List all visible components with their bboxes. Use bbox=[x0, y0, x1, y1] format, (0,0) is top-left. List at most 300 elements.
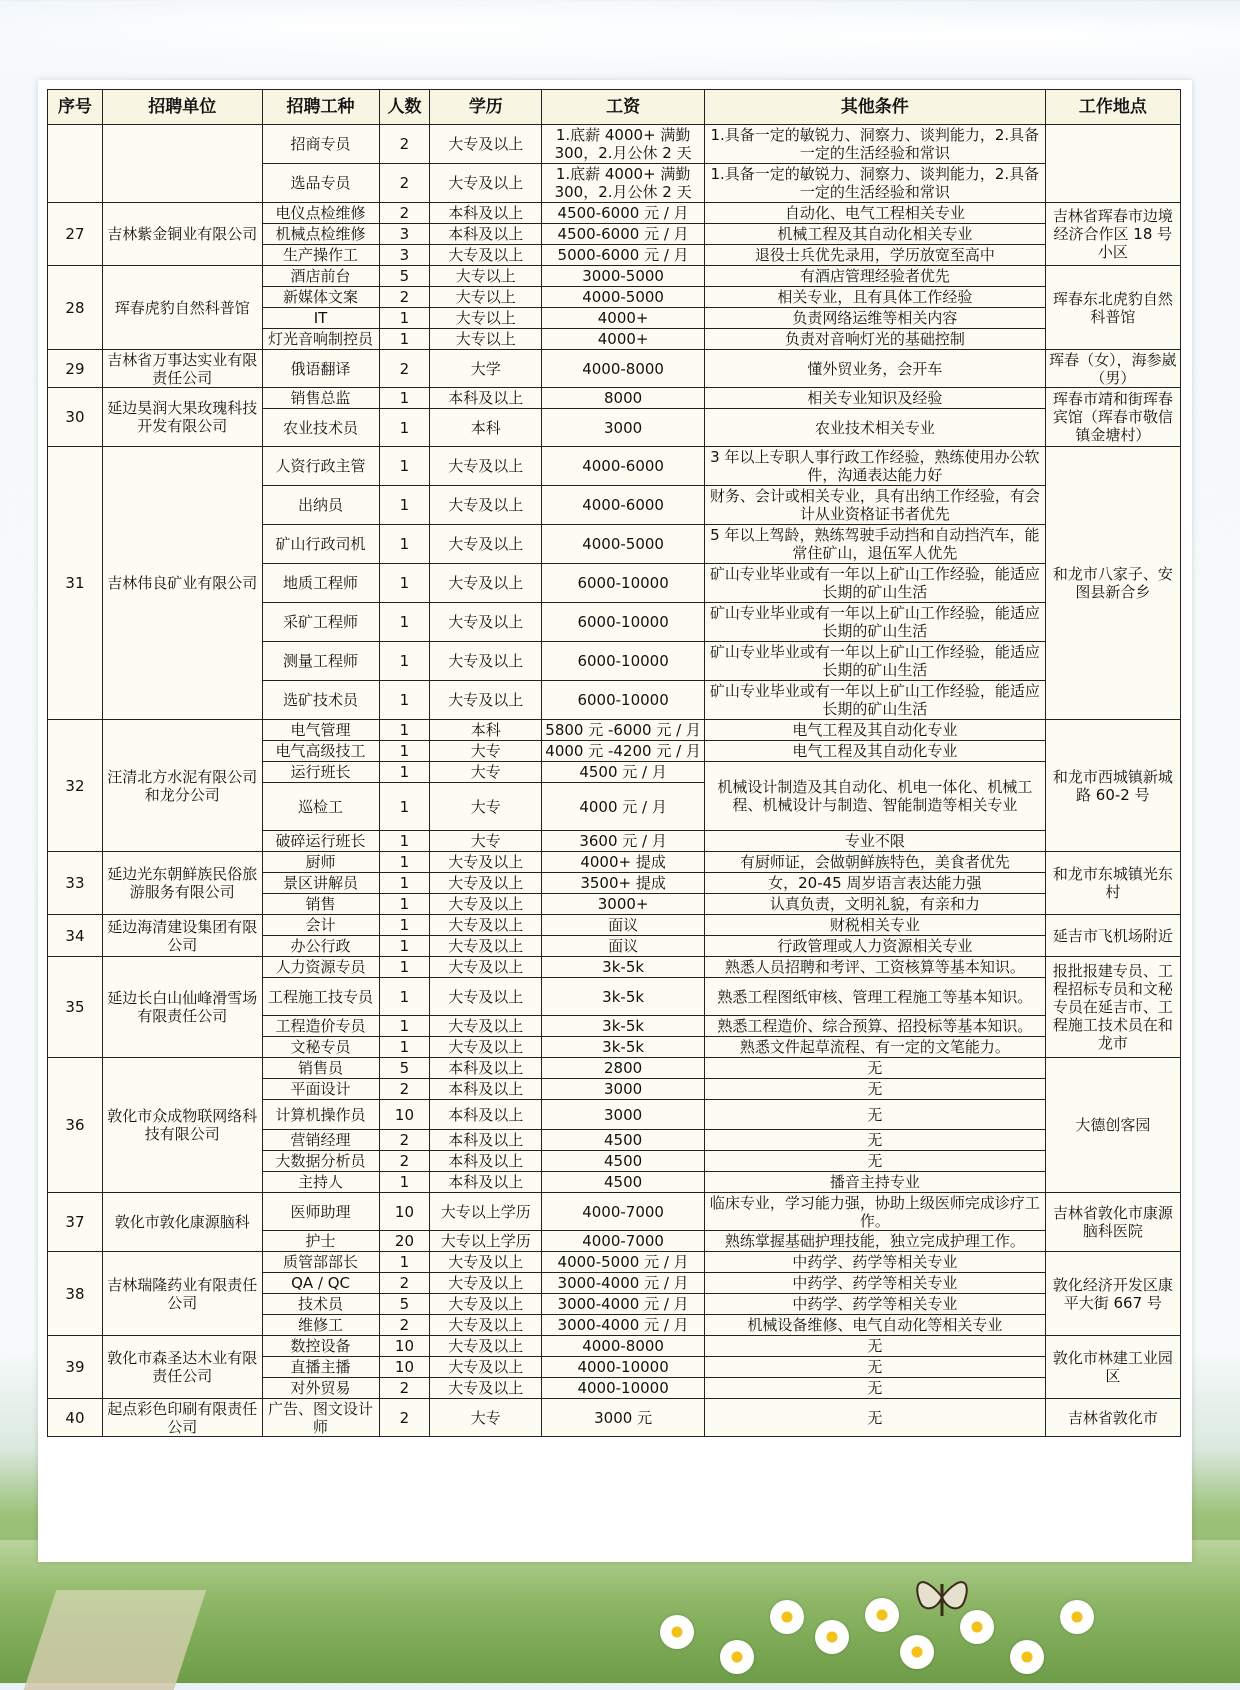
cell-unit: 吉林伟良矿业有限公司 bbox=[102, 447, 262, 720]
cell-salary: 3000 bbox=[542, 1100, 705, 1130]
cell-count: 1 bbox=[379, 831, 430, 852]
cell-salary: 4000-6000 bbox=[542, 447, 705, 486]
cell-education: 大专及以上 bbox=[430, 915, 542, 936]
cell-salary: 3000-4000 元 / 月 bbox=[542, 1273, 705, 1294]
cell-education: 大专及以上 bbox=[430, 642, 542, 681]
cell-position: 技术员 bbox=[262, 1294, 379, 1315]
cell-position: 测量工程师 bbox=[262, 642, 379, 681]
cell-conditions: 无 bbox=[704, 1378, 1045, 1399]
cell-count: 1 bbox=[379, 525, 430, 564]
cell-location: 吉林省珲春市边境经济合作区 18 号小区 bbox=[1045, 203, 1180, 266]
cell-position: 灯光音响制控员 bbox=[262, 329, 379, 350]
daisy-flower-icon bbox=[720, 1640, 754, 1674]
cell-location: 珲春东北虎豹自然科普馆 bbox=[1045, 266, 1180, 350]
cell-salary: 4000 元 / 月 bbox=[542, 783, 705, 831]
cell-education: 本科及以上 bbox=[430, 224, 542, 245]
cell-education: 大专 bbox=[430, 762, 542, 783]
cell-no: 35 bbox=[48, 957, 103, 1058]
cell-education: 大专及以上 bbox=[430, 1315, 542, 1336]
cell-position: 人力资源专员 bbox=[262, 957, 379, 978]
cell-location: 和龙市东城镇光东村 bbox=[1045, 852, 1180, 915]
cell-conditions: 3 年以上专职人事行政工作经验，熟练使用办公软件，沟通表达能力好 bbox=[704, 447, 1045, 486]
cell-salary: 4000+ 提成 bbox=[542, 852, 705, 873]
cell-education: 大专及以上 bbox=[430, 603, 542, 642]
cell-position: 销售总监 bbox=[262, 388, 379, 409]
cell-unit bbox=[102, 125, 262, 203]
cell-conditions: 有厨师证，会做朝鲜族特色，美食者优先 bbox=[704, 852, 1045, 873]
cell-salary: 4500-6000 元 / 月 bbox=[542, 224, 705, 245]
cell-salary: 6000-10000 bbox=[542, 681, 705, 720]
cell-position: 数控设备 bbox=[262, 1336, 379, 1357]
cell-conditions: 矿山专业毕业或有一年以上矿山工作经验，能适应长期的矿山生活 bbox=[704, 564, 1045, 603]
cell-salary: 3600 元 / 月 bbox=[542, 831, 705, 852]
cell-conditions: 熟练掌握基础护理技能，独立完成护理工作。 bbox=[704, 1231, 1045, 1252]
cell-count: 1 bbox=[379, 447, 430, 486]
cell-salary: 3k-5k bbox=[542, 957, 705, 978]
cell-conditions: 电气工程及其自动化专业 bbox=[704, 720, 1045, 741]
cell-salary: 4000+ bbox=[542, 329, 705, 350]
cell-position: 破碎运行班长 bbox=[262, 831, 379, 852]
cell-position: QA / QC bbox=[262, 1273, 379, 1294]
cell-education: 大专及以上 bbox=[430, 1016, 542, 1037]
cell-education: 大专及以上 bbox=[430, 1037, 542, 1058]
cell-conditions: 无 bbox=[704, 1100, 1045, 1130]
table-row bbox=[48, 266, 1181, 287]
cell-education: 大专及以上 bbox=[430, 957, 542, 978]
cell-unit: 珲春虎豹自然科普馆 bbox=[102, 266, 262, 350]
daisy-flower-icon bbox=[900, 1635, 934, 1669]
cell-position: 招商专员 bbox=[262, 125, 379, 164]
daisy-flower-icon bbox=[660, 1615, 694, 1649]
cell-education: 本科 bbox=[430, 409, 542, 447]
header-count: 人数 bbox=[379, 90, 430, 125]
cell-salary: 3000-4000 元 / 月 bbox=[542, 1294, 705, 1315]
header-location: 工作地点 bbox=[1045, 90, 1180, 125]
cell-conditions: 中药学、药学等相关专业 bbox=[704, 1252, 1045, 1273]
cell-conditions: 负责对音响灯光的基础控制 bbox=[704, 329, 1045, 350]
header-salary: 工资 bbox=[542, 90, 705, 125]
cell-no: 39 bbox=[48, 1336, 103, 1399]
cell-count: 1 bbox=[379, 329, 430, 350]
cell-unit: 吉林省万事达实业有限责任公司 bbox=[102, 350, 262, 388]
cell-education: 大专以上 bbox=[430, 308, 542, 329]
cell-education: 大专及以上 bbox=[430, 525, 542, 564]
cell-salary: 4500 bbox=[542, 1151, 705, 1172]
cell-salary: 2800 bbox=[542, 1058, 705, 1079]
cell-unit: 敦化市森圣达木业有限责任公司 bbox=[102, 1336, 262, 1399]
cell-conditions: 电气工程及其自动化专业 bbox=[704, 741, 1045, 762]
cell-education: 大专及以上 bbox=[430, 936, 542, 957]
header-education: 学历 bbox=[430, 90, 542, 125]
cell-education: 本科及以上 bbox=[430, 1151, 542, 1172]
cell-conditions: 矿山专业毕业或有一年以上矿山工作经验，能适应长期的矿山生活 bbox=[704, 603, 1045, 642]
cell-position: 质管部部长 bbox=[262, 1252, 379, 1273]
cell-no: 29 bbox=[48, 350, 103, 388]
cell-count: 1 bbox=[379, 894, 430, 915]
cell-education: 大专及以上 bbox=[430, 1336, 542, 1357]
cell-no: 38 bbox=[48, 1252, 103, 1336]
cell-salary: 4000-10000 bbox=[542, 1357, 705, 1378]
cell-conditions: 无 bbox=[704, 1336, 1045, 1357]
cell-salary: 5000-6000 元 / 月 bbox=[542, 245, 705, 266]
table-row bbox=[48, 1336, 1181, 1357]
cell-salary: 6000-10000 bbox=[542, 642, 705, 681]
daisy-flower-icon bbox=[1010, 1640, 1044, 1674]
cell-count: 2 bbox=[379, 287, 430, 308]
cell-salary: 4000-10000 bbox=[542, 1378, 705, 1399]
cell-salary: 4000-8000 bbox=[542, 350, 705, 388]
cell-count: 20 bbox=[379, 1231, 430, 1252]
cell-count: 1 bbox=[379, 783, 430, 831]
header-no: 序号 bbox=[48, 90, 103, 125]
cell-count: 1 bbox=[379, 308, 430, 329]
cell-salary: 4000-5000 元 / 月 bbox=[542, 1252, 705, 1273]
cell-position: 新媒体文案 bbox=[262, 287, 379, 308]
cell-no: 31 bbox=[48, 447, 103, 720]
cell-conditions: 认真负责，文明礼貌，有亲和力 bbox=[704, 894, 1045, 915]
cell-unit: 汪清北方水泥有限公司和龙分公司 bbox=[102, 720, 262, 852]
cell-position: 选品专员 bbox=[262, 164, 379, 203]
cell-salary: 4000-5000 bbox=[542, 525, 705, 564]
cell-count: 1 bbox=[379, 915, 430, 936]
cell-salary: 3000 bbox=[542, 409, 705, 447]
cell-count: 1 bbox=[379, 1016, 430, 1037]
cell-salary: 3500+ 提成 bbox=[542, 873, 705, 894]
cell-conditions: 机械设备维修、电气自动化等相关专业 bbox=[704, 1315, 1045, 1336]
cell-conditions: 相关专业，且有具体工作经验 bbox=[704, 287, 1045, 308]
cell-education: 大专以上 bbox=[430, 287, 542, 308]
cell-conditions: 农业技术相关专业 bbox=[704, 409, 1045, 447]
cell-education: 大专及以上 bbox=[430, 852, 542, 873]
cell-position: 工程施工技专员 bbox=[262, 978, 379, 1016]
cell-position: 主持人 bbox=[262, 1172, 379, 1193]
table-row bbox=[48, 1399, 1181, 1437]
cell-no: 27 bbox=[48, 203, 103, 266]
header-unit: 招聘单位 bbox=[102, 90, 262, 125]
cell-education: 大专 bbox=[430, 831, 542, 852]
cell-location: 珲春市靖和街珲春宾馆（珲春市敬信镇金塘村） bbox=[1045, 388, 1180, 447]
cell-salary: 面议 bbox=[542, 915, 705, 936]
cell-unit: 延边海清建设集团有限公司 bbox=[102, 915, 262, 957]
cell-salary: 4000-6000 bbox=[542, 486, 705, 525]
cell-conditions: 行政管理或人力资源相关专业 bbox=[704, 936, 1045, 957]
cell-conditions: 熟悉人员招聘和考评、工资核算等基本知识。 bbox=[704, 957, 1045, 978]
cell-education: 大专以上 bbox=[430, 329, 542, 350]
cell-position: 厨师 bbox=[262, 852, 379, 873]
cell-count: 1 bbox=[379, 603, 430, 642]
cell-count: 1 bbox=[379, 1037, 430, 1058]
cell-education: 大专 bbox=[430, 1399, 542, 1437]
cell-position: 平面设计 bbox=[262, 1079, 379, 1100]
cell-salary: 3000-5000 bbox=[542, 266, 705, 287]
cell-education: 大专及以上 bbox=[430, 873, 542, 894]
cell-location: 敦化经济开发区康平大街 667 号 bbox=[1045, 1252, 1180, 1336]
cell-salary: 3000 元 bbox=[542, 1399, 705, 1437]
cell-conditions: 退役士兵优先录用，学历放宽至高中 bbox=[704, 245, 1045, 266]
cell-unit: 延边昊润大果玫瑰科技开发有限公司 bbox=[102, 388, 262, 447]
cell-salary: 4000 元 -4200 元 / 月 bbox=[542, 741, 705, 762]
cell-unit: 吉林紫金铜业有限公司 bbox=[102, 203, 262, 266]
cell-count: 2 bbox=[379, 1315, 430, 1336]
header-position: 招聘工种 bbox=[262, 90, 379, 125]
daisy-flower-icon bbox=[770, 1600, 804, 1634]
cell-position: 销售员 bbox=[262, 1058, 379, 1079]
cell-conditions: 中药学、药学等相关专业 bbox=[704, 1294, 1045, 1315]
cell-no: 32 bbox=[48, 720, 103, 852]
cell-education: 本科及以上 bbox=[430, 1079, 542, 1100]
cell-education: 大专及以上 bbox=[430, 447, 542, 486]
cell-position: 销售 bbox=[262, 894, 379, 915]
cell-conditions: 负责网络运维等相关内容 bbox=[704, 308, 1045, 329]
cell-salary: 3k-5k bbox=[542, 978, 705, 1016]
cell-education: 大专及以上 bbox=[430, 978, 542, 1016]
cell-count: 2 bbox=[379, 203, 430, 224]
cell-conditions: 熟悉工程图纸审核、管理工程施工等基本知识。 bbox=[704, 978, 1045, 1016]
cell-education: 大专及以上 bbox=[430, 564, 542, 603]
cell-position: 电气管理 bbox=[262, 720, 379, 741]
cell-salary: 面议 bbox=[542, 936, 705, 957]
butterfly-icon bbox=[912, 1572, 972, 1634]
cell-location: 延吉市飞机场附近 bbox=[1045, 915, 1180, 957]
cell-count: 10 bbox=[379, 1193, 430, 1231]
cell-location: 吉林省敦化市 bbox=[1045, 1399, 1180, 1437]
cell-count: 5 bbox=[379, 1058, 430, 1079]
daisy-flower-icon bbox=[865, 1598, 899, 1632]
cell-count: 2 bbox=[379, 1079, 430, 1100]
cell-education: 大专及以上 bbox=[430, 245, 542, 266]
cell-no: 36 bbox=[48, 1058, 103, 1193]
cell-position: 计算机操作员 bbox=[262, 1100, 379, 1130]
sky-background bbox=[0, 0, 1240, 90]
cell-position: 采矿工程师 bbox=[262, 603, 379, 642]
table-row bbox=[48, 388, 1181, 409]
cell-count: 10 bbox=[379, 1100, 430, 1130]
cell-count: 10 bbox=[379, 1336, 430, 1357]
cell-position: 地质工程师 bbox=[262, 564, 379, 603]
cell-salary: 5800 元 -6000 元 / 月 bbox=[542, 720, 705, 741]
cell-count: 2 bbox=[379, 1130, 430, 1151]
cell-salary: 3000+ bbox=[542, 894, 705, 915]
cell-conditions: 播音主持专业 bbox=[704, 1172, 1045, 1193]
cell-location: 和龙市八家子、安图县新合乡 bbox=[1045, 447, 1180, 720]
cell-no: 30 bbox=[48, 388, 103, 447]
cell-education: 大专及以上 bbox=[430, 894, 542, 915]
cell-education: 本科及以上 bbox=[430, 203, 542, 224]
cell-education: 大专及以上 bbox=[430, 1294, 542, 1315]
cell-unit: 延边光东朝鲜族民俗旅游服务有限公司 bbox=[102, 852, 262, 915]
cell-count: 1 bbox=[379, 642, 430, 681]
cell-count: 10 bbox=[379, 1357, 430, 1378]
daisy-flower-icon bbox=[1060, 1600, 1094, 1634]
cell-conditions: 1.具备一定的敏锐力、洞察力、谈判能力，2.具备一定的生活经验和常识 bbox=[704, 125, 1045, 164]
cell-education: 本科及以上 bbox=[430, 1100, 542, 1130]
cell-location bbox=[1045, 125, 1180, 203]
table-row bbox=[48, 957, 1181, 978]
cell-education: 大专及以上 bbox=[430, 1378, 542, 1399]
cell-count: 1 bbox=[379, 409, 430, 447]
cell-position: 农业技术员 bbox=[262, 409, 379, 447]
cell-education: 大专及以上 bbox=[430, 125, 542, 164]
cell-conditions: 熟悉文件起草流程、有一定的文笔能力。 bbox=[704, 1037, 1045, 1058]
cell-conditions: 无 bbox=[704, 1079, 1045, 1100]
cell-education: 大专 bbox=[430, 741, 542, 762]
cell-salary: 4500 bbox=[542, 1172, 705, 1193]
table-row bbox=[48, 1252, 1181, 1273]
cell-location: 吉林省敦化市康源脑科医院 bbox=[1045, 1193, 1180, 1252]
cell-salary: 6000-10000 bbox=[542, 564, 705, 603]
cell-count: 1 bbox=[379, 852, 430, 873]
cell-salary: 3k-5k bbox=[542, 1037, 705, 1058]
cell-education: 大学 bbox=[430, 350, 542, 388]
cell-conditions: 熟悉工程造价、综合预算、招投标等基本知识。 bbox=[704, 1016, 1045, 1037]
cell-count: 5 bbox=[379, 1294, 430, 1315]
cell-conditions: 无 bbox=[704, 1058, 1045, 1079]
cell-education: 大专及以上 bbox=[430, 1273, 542, 1294]
cell-position: 俄语翻译 bbox=[262, 350, 379, 388]
cell-count: 1 bbox=[379, 936, 430, 957]
cell-location: 敦化市林建工业园区 bbox=[1045, 1336, 1180, 1399]
cell-count: 2 bbox=[379, 164, 430, 203]
cell-position: 护士 bbox=[262, 1231, 379, 1252]
cell-education: 本科及以上 bbox=[430, 1058, 542, 1079]
daisy-flower-icon bbox=[815, 1620, 849, 1654]
table-row bbox=[48, 203, 1181, 224]
cell-count: 1 bbox=[379, 978, 430, 1016]
cell-count: 1 bbox=[379, 720, 430, 741]
cell-position: 文秘专员 bbox=[262, 1037, 379, 1058]
cell-education: 本科 bbox=[430, 720, 542, 741]
cell-no: 37 bbox=[48, 1193, 103, 1252]
cell-salary: 4000+ bbox=[542, 308, 705, 329]
cell-location: 大德创客园 bbox=[1045, 1058, 1180, 1193]
cell-conditions: 专业不限 bbox=[704, 831, 1045, 852]
cell-count: 1 bbox=[379, 957, 430, 978]
cell-no: 40 bbox=[48, 1399, 103, 1437]
cell-count: 2 bbox=[379, 350, 430, 388]
cell-education: 大专以上 bbox=[430, 266, 542, 287]
cell-no: 28 bbox=[48, 266, 103, 350]
cell-count: 1 bbox=[379, 486, 430, 525]
table-row bbox=[48, 447, 1181, 486]
cell-education: 本科及以上 bbox=[430, 1130, 542, 1151]
cell-position: 大数据分析员 bbox=[262, 1151, 379, 1172]
cell-count: 3 bbox=[379, 245, 430, 266]
cell-count: 2 bbox=[379, 1273, 430, 1294]
cell-conditions: 1.具备一定的敏锐力、洞察力、谈判能力，2.具备一定的生活经验和常识 bbox=[704, 164, 1045, 203]
cell-count: 1 bbox=[379, 564, 430, 603]
cell-position: 会计 bbox=[262, 915, 379, 936]
cell-salary: 8000 bbox=[542, 388, 705, 409]
cell-count: 2 bbox=[379, 1151, 430, 1172]
cell-conditions: 5 年以上驾龄，熟练驾驶手动挡和自动挡汽车，能常住矿山，退伍军人优先 bbox=[704, 525, 1045, 564]
cell-education: 本科及以上 bbox=[430, 388, 542, 409]
cell-conditions: 无 bbox=[704, 1151, 1045, 1172]
cell-position: 工程造价专员 bbox=[262, 1016, 379, 1037]
table-row bbox=[48, 350, 1181, 388]
cell-salary: 3000-4000 元 / 月 bbox=[542, 1315, 705, 1336]
cell-salary: 3000 bbox=[542, 1079, 705, 1100]
table-row bbox=[48, 915, 1181, 936]
header-conditions: 其他条件 bbox=[704, 90, 1045, 125]
cell-conditions: 相关专业知识及经验 bbox=[704, 388, 1045, 409]
cell-conditions: 机械工程及其自动化相关专业 bbox=[704, 224, 1045, 245]
table-row bbox=[48, 720, 1181, 741]
cell-position: 选矿技术员 bbox=[262, 681, 379, 720]
cell-salary: 4500-6000 元 / 月 bbox=[542, 203, 705, 224]
cell-conditions: 中药学、药学等相关专业 bbox=[704, 1273, 1045, 1294]
cell-education: 大专以上学历 bbox=[430, 1231, 542, 1252]
recruitment-table bbox=[47, 89, 1181, 1437]
table-row bbox=[48, 852, 1181, 873]
cell-conditions: 财税相关专业 bbox=[704, 915, 1045, 936]
cell-count: 1 bbox=[379, 388, 430, 409]
cell-position: 办公行政 bbox=[262, 936, 379, 957]
cell-education: 大专以上学历 bbox=[430, 1193, 542, 1231]
cell-location: 报批报建专员、工程招标专员和文秘专员在延吉市、工程施工技术员在和龙市 bbox=[1045, 957, 1180, 1058]
table-row bbox=[48, 1058, 1181, 1079]
cell-position: 人资行政主管 bbox=[262, 447, 379, 486]
cell-position: 电仪点检维修 bbox=[262, 203, 379, 224]
cell-unit: 起点彩色印刷有限责任公司 bbox=[102, 1399, 262, 1437]
table-header-row bbox=[48, 90, 1181, 125]
cell-education: 大专 bbox=[430, 783, 542, 831]
cell-position: 酒店前台 bbox=[262, 266, 379, 287]
cell-count: 5 bbox=[379, 266, 430, 287]
cell-position: 广告、图文设计师 bbox=[262, 1399, 379, 1437]
cell-education: 大专及以上 bbox=[430, 1357, 542, 1378]
cell-position: 运行班长 bbox=[262, 762, 379, 783]
cell-position: 直播主播 bbox=[262, 1357, 379, 1378]
cell-count: 3 bbox=[379, 224, 430, 245]
cell-count: 1 bbox=[379, 1252, 430, 1273]
cell-count: 1 bbox=[379, 1172, 430, 1193]
cell-salary: 1.底薪 4000+ 满勤 300，2.月公休 2 天 bbox=[542, 164, 705, 203]
cell-salary: 4000-8000 bbox=[542, 1336, 705, 1357]
cell-position: IT bbox=[262, 308, 379, 329]
cell-position: 生产操作工 bbox=[262, 245, 379, 266]
cell-conditions: 矿山专业毕业或有一年以上矿山工作经验，能适应长期的矿山生活 bbox=[704, 642, 1045, 681]
cell-unit: 延边长白山仙峰滑雪场有限责任公司 bbox=[102, 957, 262, 1058]
cell-conditions: 无 bbox=[704, 1357, 1045, 1378]
cell-conditions: 机械设计制造及其自动化、机电一体化、机械工程、机械设计与制造、智能制造等相关专业 bbox=[704, 762, 1045, 831]
cell-conditions: 矿山专业毕业或有一年以上矿山工作经验，能适应长期的矿山生活 bbox=[704, 681, 1045, 720]
cell-conditions: 临床专业，学习能力强，协助上级医师完成诊疗工作。 bbox=[704, 1193, 1045, 1231]
cell-count: 1 bbox=[379, 681, 430, 720]
cell-unit: 敦化市众成物联网络科技有限公司 bbox=[102, 1058, 262, 1193]
table-row bbox=[48, 1193, 1181, 1231]
cell-salary: 4500 bbox=[542, 1130, 705, 1151]
cell-position: 矿山行政司机 bbox=[262, 525, 379, 564]
cell-count: 1 bbox=[379, 762, 430, 783]
cell-unit: 敦化市敦化康源脑科 bbox=[102, 1193, 262, 1252]
cell-position: 出纳员 bbox=[262, 486, 379, 525]
cell-salary: 6000-10000 bbox=[542, 603, 705, 642]
cell-salary: 4000-7000 bbox=[542, 1193, 705, 1231]
cell-salary: 1.底薪 4000+ 满勤 300，2.月公休 2 天 bbox=[542, 125, 705, 164]
cell-salary: 4500 元 / 月 bbox=[542, 762, 705, 783]
cell-unit: 吉林瑞隆药业有限责任公司 bbox=[102, 1252, 262, 1336]
cell-position: 景区讲解员 bbox=[262, 873, 379, 894]
cell-education: 大专及以上 bbox=[430, 1252, 542, 1273]
cell-salary: 3k-5k bbox=[542, 1016, 705, 1037]
cell-location: 珲春（女），海参崴（男） bbox=[1045, 350, 1180, 388]
cell-position: 医师助理 bbox=[262, 1193, 379, 1231]
cell-conditions: 无 bbox=[704, 1399, 1045, 1437]
cell-conditions: 女，20-45 周岁语言表达能力强 bbox=[704, 873, 1045, 894]
cell-position: 营销经理 bbox=[262, 1130, 379, 1151]
cell-count: 2 bbox=[379, 1399, 430, 1437]
cell-position: 对外贸易 bbox=[262, 1378, 379, 1399]
